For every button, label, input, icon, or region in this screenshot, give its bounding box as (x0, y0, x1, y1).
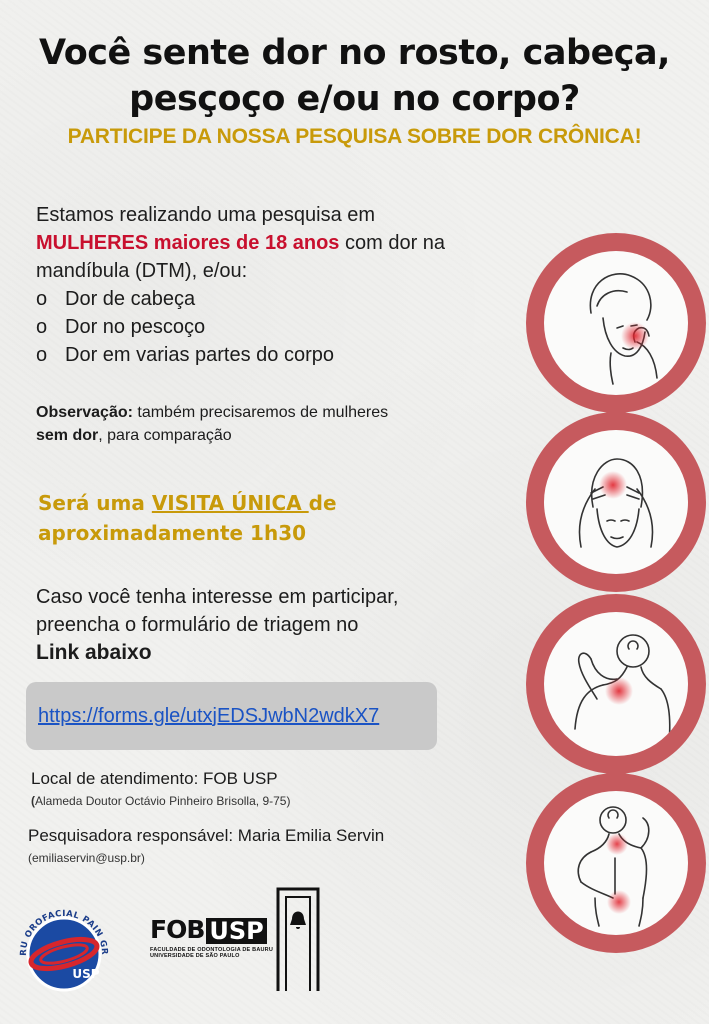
bullet-text: Dor de cabeça (65, 288, 196, 310)
jaw-pain-circle (526, 233, 706, 413)
page-title-line-1: Você sente dor no rosto, cabeça, (39, 33, 670, 73)
bullet-mark: o (36, 344, 48, 366)
address-text: Alameda Doutor Octávio Pinheiro Brisolla, 9-75) (35, 794, 291, 808)
intro-line-1: Estamos realizando uma pesquisa em (36, 204, 376, 226)
list-item (36, 341, 334, 369)
form-link-box (26, 682, 437, 750)
back-pain-icon (551, 798, 681, 928)
fob-line-2: UNIVERSIDADE DE SÃO PAULO (150, 953, 240, 959)
researcher-email: (emiliaservin@usp.br) (28, 851, 145, 865)
head-pain-circle (526, 412, 706, 592)
observation-note (36, 401, 388, 447)
list-item (36, 285, 334, 313)
intro-line-3: mandíbula (DTM), e/ou: (36, 260, 248, 282)
location-address (31, 794, 290, 808)
bullet-text: Dor no pescoço (65, 316, 206, 338)
jaw-pain-icon (551, 258, 681, 388)
bell-tower-logo (276, 887, 320, 991)
observation-text-2: , para comparação (98, 427, 232, 444)
observation-label: Observação: (36, 404, 133, 421)
observation-text-1: também precisaremos de mulheres (132, 404, 389, 421)
list-item (36, 313, 334, 341)
visit-underlined: VISITA ÚNICA (151, 491, 309, 515)
neck-pain-icon (551, 619, 681, 749)
observation-bold: sem dor (36, 427, 99, 444)
bullet-text: Dor em varias partes do corpo (65, 344, 335, 366)
visit-info (38, 488, 337, 548)
group-usp-text: USP (72, 967, 100, 981)
intro-text (36, 201, 445, 285)
page-subtitle: PARTICIPE DA NOSSA PESQUISA SOBRE DOR CRÔNICA! (67, 125, 642, 148)
visit-suffix: de (308, 491, 337, 515)
bullet-mark: o (36, 288, 48, 310)
visit-duration: aproximadamente 1h30 (38, 521, 307, 545)
form-link[interactable]: https://forms.gle/utxjEDSJwbN2wdkX7 (38, 704, 380, 727)
intro-line-2 (36, 229, 445, 257)
fob-text: FOB (150, 915, 205, 944)
group-ring-text: RU OROFACIAL PAIN GR (18, 908, 110, 956)
intro-line-2-rest: com dor na (339, 232, 446, 254)
bell-icon (290, 912, 306, 930)
back-pain-circle (526, 773, 706, 953)
visit-prefix: Será uma (38, 491, 152, 515)
orofacial-pain-group-logo (14, 892, 114, 1002)
interest-line-2: preencha o formulário de triagem no (36, 614, 359, 636)
interest-line-3: Link abaixo (36, 641, 152, 664)
fob-usp-logo (150, 915, 275, 975)
head-pain-icon (551, 437, 681, 567)
fob-line-1: FACULDADE DE ODONTOLOGIA DE BAURU (150, 947, 274, 953)
usp-text: USP (206, 918, 266, 944)
address-paren: ( (31, 794, 35, 808)
page-title-line-2: pesçoço e/ou no corpo? (129, 79, 580, 119)
bullet-mark: o (36, 316, 48, 338)
location-label: Local de atendimento: FOB USP (31, 769, 278, 788)
interest-line-1: Caso você tenha interesse em participar, (36, 586, 399, 608)
symptom-list (36, 285, 334, 369)
interest-text (36, 583, 398, 667)
neck-pain-circle (526, 594, 706, 774)
researcher-label: Pesquisadora responsável: Maria Emilia Servin (28, 826, 385, 845)
intro-highlight: MULHERES maiores de 18 anos (36, 232, 340, 254)
